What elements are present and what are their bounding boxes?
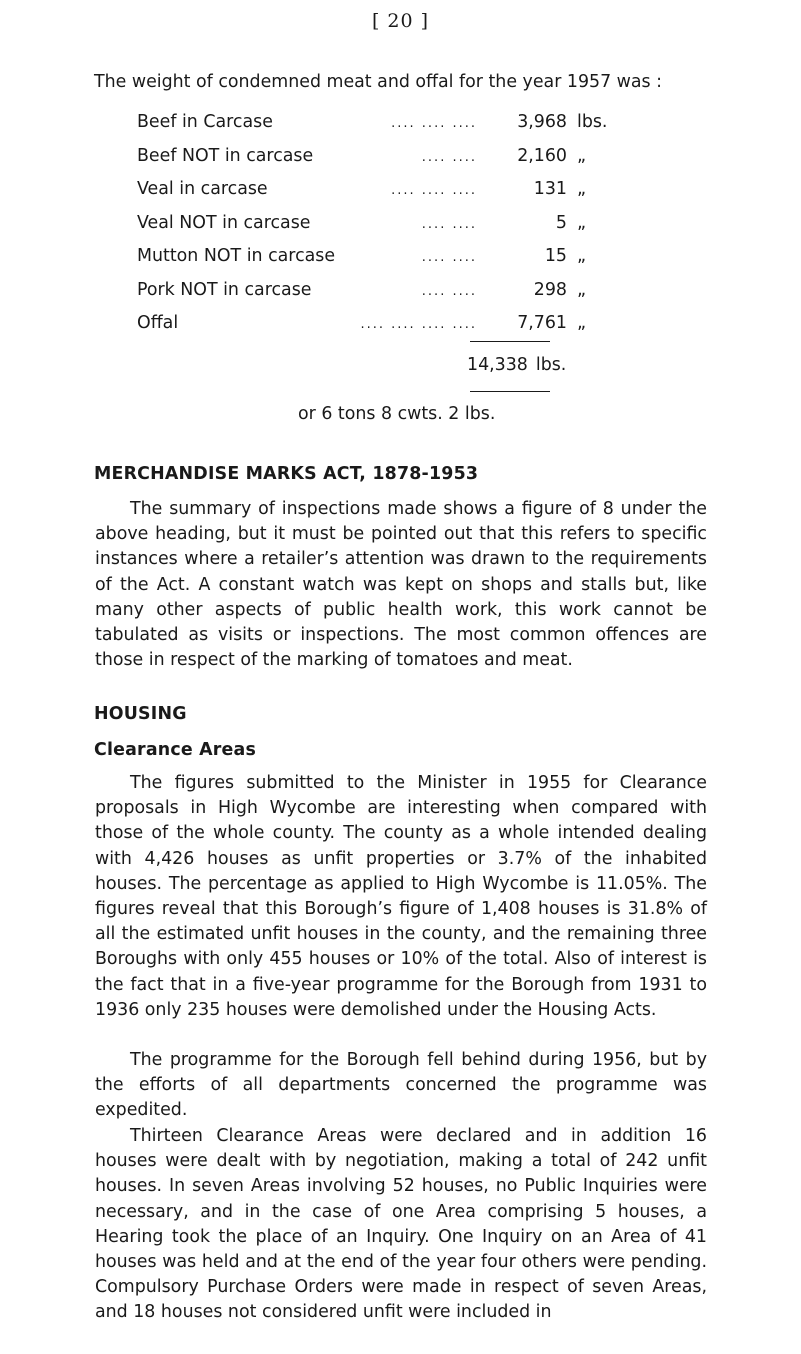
meat-unit: „ xyxy=(577,279,587,300)
leader-dots: .... .... .... .... xyxy=(360,317,477,332)
meat-row-offal xyxy=(137,313,637,347)
page-number: [ 20 ] xyxy=(371,10,430,32)
leader-dots: .... .... xyxy=(421,250,477,265)
housing-paragraph-3: Thirteen Clearance Areas were declared and in addition 16 houses were dealt with by negotiation, making a total of 242 unfit houses. In seven Areas involving 52 houses, no Public Inquiries were necessary, and in the case of one Area comprising 5 houses, a Hearing took the place of an Inquiry. One Inquiry on an Area of 41 houses was held and at the end of the year four others were pending. Compulsory Purchase Orders were made in respect of seven Areas, and 18 houses not considered unfit were included in xyxy=(95,1126,707,1323)
meat-label: Veal in carcase xyxy=(137,179,268,199)
leader-dots: .... .... .... xyxy=(391,116,477,131)
meat-intro: The weight of condemned meat and offal for the year 1957 was : xyxy=(94,72,662,92)
meat-value: 15 xyxy=(544,246,567,266)
condemned-meat-table xyxy=(137,112,637,347)
meat-value: 298 xyxy=(533,279,567,300)
leader-dots: .... .... xyxy=(421,149,477,165)
meat-label: Pork NOT in carcase xyxy=(137,279,312,300)
clearance-areas-subheading: Clearance Areas xyxy=(94,740,257,760)
merchandise-paragraph: The summary of inspections made shows a figure of 8 under the above heading, but it must be pointed out that this refers to specific instances where a retailer’s attention was drawn to the requirements of the Act. A constant watch was kept on shops and stalls but, like many other aspects of public health work, this work cannot be tabulated as visits or inspections. The most common offences are those in respect of the marking of tomatoes and meat. xyxy=(95,499,707,671)
meat-unit: „ xyxy=(577,179,587,199)
meat-value: 2,160 xyxy=(517,145,567,166)
total-top-rule xyxy=(470,341,550,342)
merchandise-heading: MERCHANDISE MARKS ACT, 1878-1953 xyxy=(94,464,479,484)
meat-row-mutton-not-carcase xyxy=(137,246,637,280)
meat-label: Veal NOT in carcase xyxy=(137,212,311,233)
meat-value: 5 xyxy=(555,212,567,233)
meat-unit: „ xyxy=(577,313,587,333)
meat-value: 7,761 xyxy=(517,313,567,333)
meat-total-tons: or 6 tons 8 cwts. 2 lbs. xyxy=(298,404,496,424)
total-bottom-rule xyxy=(470,391,550,392)
total-value: 14,338 xyxy=(467,355,528,375)
meat-label: Offal xyxy=(137,313,179,333)
meat-value: 3,968 xyxy=(517,112,567,132)
meat-row-beef-not-carcase xyxy=(137,146,637,180)
total-unit: lbs. xyxy=(535,355,567,375)
leader-dots: .... .... .... xyxy=(391,183,477,198)
meat-label: Beef NOT in carcase xyxy=(137,145,314,166)
meat-row-veal-carcase xyxy=(137,179,637,213)
housing-paragraph-2: The programme for the Borough fell behind during 1956, but by the efforts of all departments concerned the programme was expedited. xyxy=(95,1050,707,1121)
meat-unit: „ xyxy=(577,212,587,233)
housing-paragraph-1: The figures submitted to the Minister in 1955 for Clearance proposals in High Wycombe are interesting when compared with those of the whole county. The county as a whole intended dealing with 4,426 houses as unfit properties or 3.7% of the inhabited houses. The percentage as applied to High Wycombe is 11.05%. The figures reveal that this Borough’s figure of 1,408 houses is 31.8% of all the estimated unfit houses in the county, and the remaining three Boroughs with only 455 houses or 10% of the total. Also of interest is the fact that in a five-year programme for the Borough from 1931 to 1936 only 235 houses were demolished under the Housing Acts. xyxy=(95,773,707,1020)
meat-unit: „ xyxy=(577,145,587,166)
meat-row-veal-not-carcase xyxy=(137,213,637,247)
meat-label: Beef in Carcase xyxy=(137,112,273,132)
meat-label: Mutton NOT in carcase xyxy=(137,246,336,266)
leader-dots: .... .... xyxy=(421,216,477,232)
meat-row-beef-carcase xyxy=(137,112,637,146)
meat-value: 131 xyxy=(533,179,567,199)
meat-unit: „ xyxy=(577,246,587,266)
housing-heading: HOUSING xyxy=(94,704,187,724)
leader-dots: .... .... xyxy=(421,283,477,299)
meat-row-pork-not-carcase xyxy=(137,280,637,314)
meat-unit: lbs. xyxy=(577,112,608,132)
meat-total xyxy=(467,355,566,375)
